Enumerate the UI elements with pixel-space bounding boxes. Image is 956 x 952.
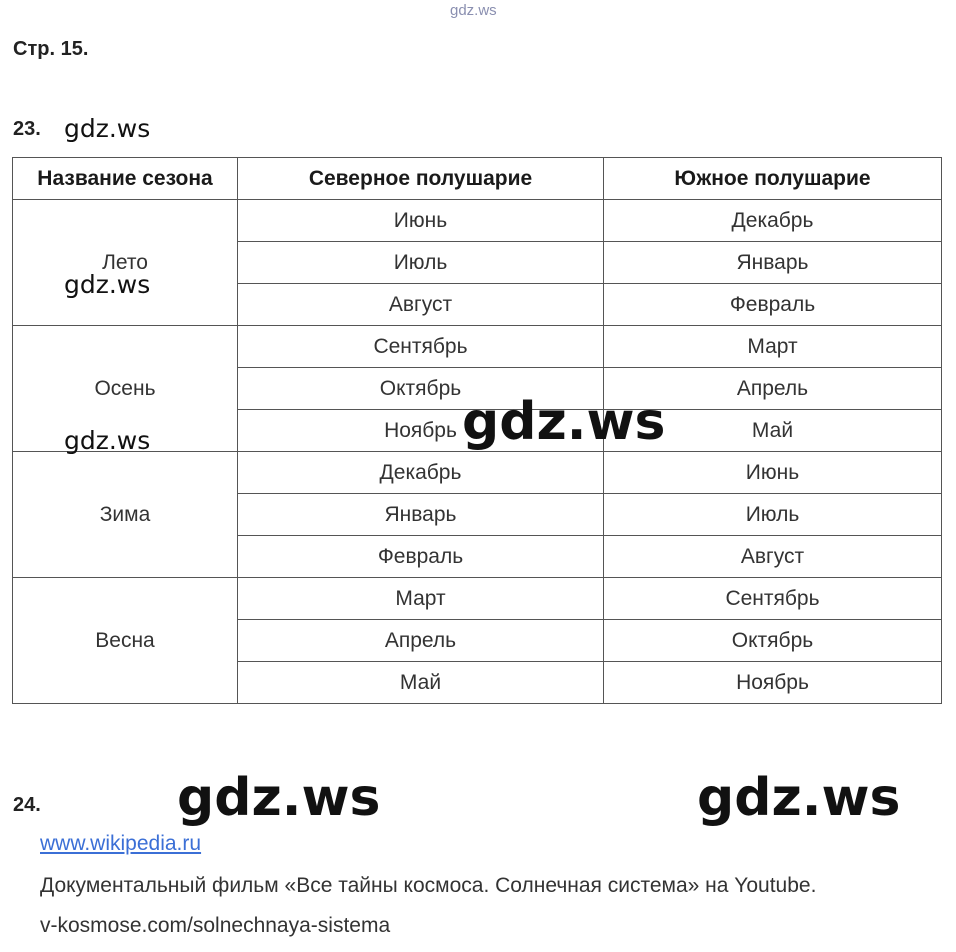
documentary-text: Документальный фильм «Все тайны космоса. Солнечная система» на Youtube. bbox=[40, 874, 817, 897]
table-row bbox=[13, 452, 942, 494]
source-url-text: v-kosmose.com/solnechnaya-sistema bbox=[40, 914, 391, 937]
cell-north: Сентябрь bbox=[238, 326, 604, 368]
task-24-number: 24. bbox=[13, 794, 41, 816]
header-season: Название сезона bbox=[13, 158, 238, 200]
cell-north: Апрель bbox=[238, 620, 604, 662]
watermark-autumn: gdz.ws bbox=[64, 426, 151, 455]
cell-north: Июль bbox=[238, 242, 604, 284]
watermark-top: gdz.ws bbox=[450, 2, 497, 19]
cell-south: Январь bbox=[604, 242, 942, 284]
cell-south: Ноябрь bbox=[604, 662, 942, 704]
cell-north: Октябрь bbox=[238, 368, 604, 410]
season-summer: Лето bbox=[13, 200, 238, 326]
watermark-summer: gdz.ws bbox=[64, 270, 151, 299]
cell-south: Июль bbox=[604, 494, 942, 536]
watermark-bottom-right: gdz.ws bbox=[697, 768, 901, 828]
cell-south: Октябрь bbox=[604, 620, 942, 662]
cell-south: Май bbox=[604, 410, 942, 452]
table-header-row bbox=[13, 158, 942, 200]
cell-north: Август bbox=[238, 284, 604, 326]
cell-south: Декабрь bbox=[604, 200, 942, 242]
cell-north: Январь bbox=[238, 494, 604, 536]
cell-north: Февраль bbox=[238, 536, 604, 578]
header-southern: Южное полушарие bbox=[604, 158, 942, 200]
cell-north: Декабрь bbox=[238, 452, 604, 494]
table-row bbox=[13, 200, 942, 242]
cell-south: Август bbox=[604, 536, 942, 578]
table-row bbox=[13, 326, 942, 368]
watermark-task23: gdz.ws bbox=[64, 114, 151, 143]
wikipedia-link[interactable]: www.wikipedia.ru bbox=[40, 832, 202, 855]
cell-south: Апрель bbox=[604, 368, 942, 410]
task-23-number: 23. bbox=[13, 118, 41, 140]
table-row bbox=[13, 578, 942, 620]
page-number: Стр. 15. bbox=[13, 38, 89, 60]
cell-north: Июнь bbox=[238, 200, 604, 242]
watermark-bottom-left: gdz.ws bbox=[177, 768, 381, 828]
header-northern: Северное полушарие bbox=[238, 158, 604, 200]
watermark-center: gdz.ws bbox=[462, 392, 666, 452]
cell-south: Сентябрь bbox=[604, 578, 942, 620]
cell-north: Март bbox=[238, 578, 604, 620]
season-winter: Зима bbox=[13, 452, 238, 578]
season-spring: Весна bbox=[13, 578, 238, 704]
cell-south: Март bbox=[604, 326, 942, 368]
season-autumn: Осень bbox=[13, 326, 238, 452]
cell-south: Февраль bbox=[604, 284, 942, 326]
cell-north: Ноябрь bbox=[238, 410, 604, 452]
cell-north: Май bbox=[238, 662, 604, 704]
cell-south: Июнь bbox=[604, 452, 942, 494]
